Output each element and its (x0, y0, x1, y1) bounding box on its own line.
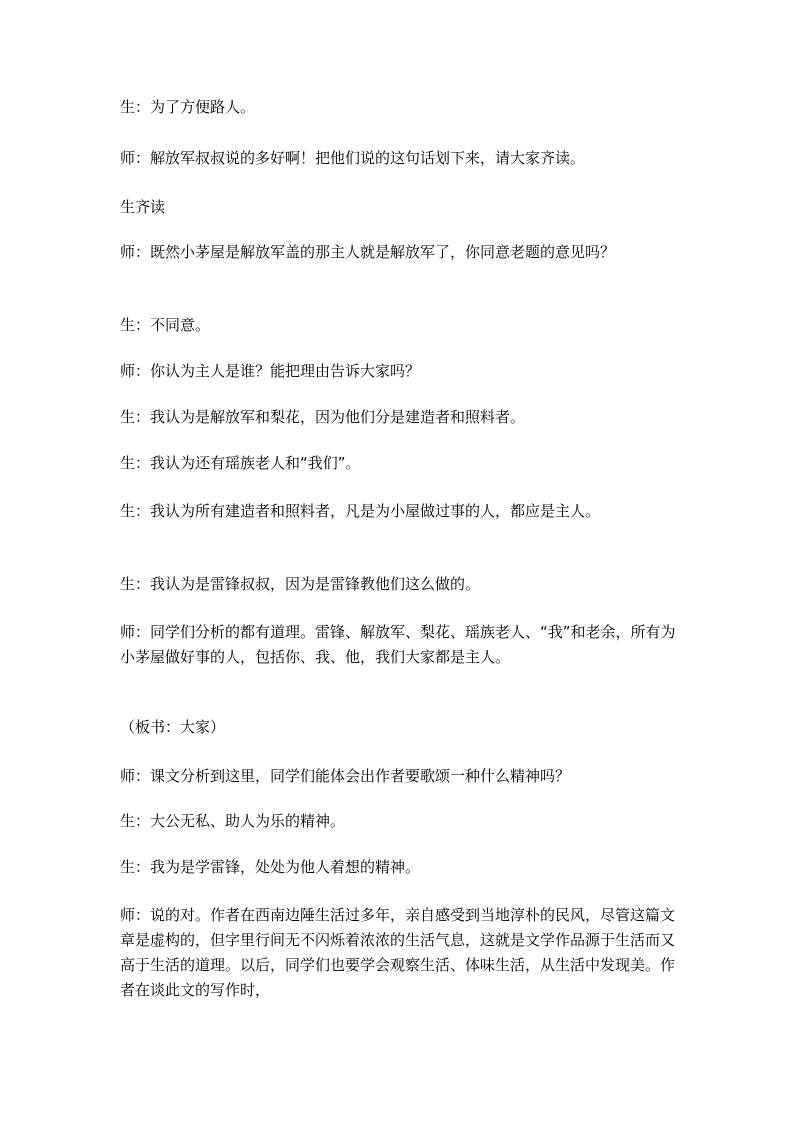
paragraph: 师：同学们分析的都有道理。雷锋、解放军、梨花、瑶族老人、“我”和老余，所有为小茅屋做好事的人，包括你、我、他，我们大家都是主人。 (120, 623, 676, 666)
paragraph: 生：不同意。 (120, 316, 211, 334)
paragraph: 生：我为是学雷锋，处处为他人着想的精神。 (120, 858, 421, 876)
paragraph: 生：我认为是雷锋叔叔，因为是雷锋教他们这么做的。 (120, 575, 481, 593)
paragraph: 生：我认为还有瑶族老人和“我们”。 (120, 454, 361, 472)
paragraph: 生齐读 (120, 198, 166, 216)
paragraph: 师：你认为主人是谁？能把理由告诉大家吗？ (120, 362, 421, 380)
paragraph: 生：我认为是解放军和梨花，因为他们分是建造者和照料者。 (120, 408, 526, 426)
paragraph: 生：大公无私、助人为乐的精神。 (120, 812, 346, 830)
paragraph: 师：既然小茅屋是解放军盖的那主人就是解放军了，你同意老题的意见吗？ (120, 243, 616, 261)
paragraph: 生：我认为所有建造者和照料者，凡是为小屋做过事的人，都应是主人。 (120, 502, 601, 520)
paragraph: 师：说的对。作者在西南边陲生活过多年，亲自感受到当地淳朴的民风，尽管这篇文章是虚构的，但字里行间无不闪烁着浓浓的生活气息，这就是文学作品源于生活而又高于生活的道理。以后，同学们也要学会观察生活、体味生活，从生活中发现美。作者在谈此文的写作时， (120, 906, 676, 999)
paragraph: 师：解放军叔叔说的多好啊！把他们说的这句话划下来，请大家齐读。 (120, 149, 586, 167)
paragraph: （板书：大家） (120, 718, 226, 736)
paragraph: 生：为了方便路人。 (120, 98, 256, 116)
paragraph: 师：课文分析到这里，同学们能体会出作者要歌颂一种什么精神吗？ (120, 767, 571, 785)
